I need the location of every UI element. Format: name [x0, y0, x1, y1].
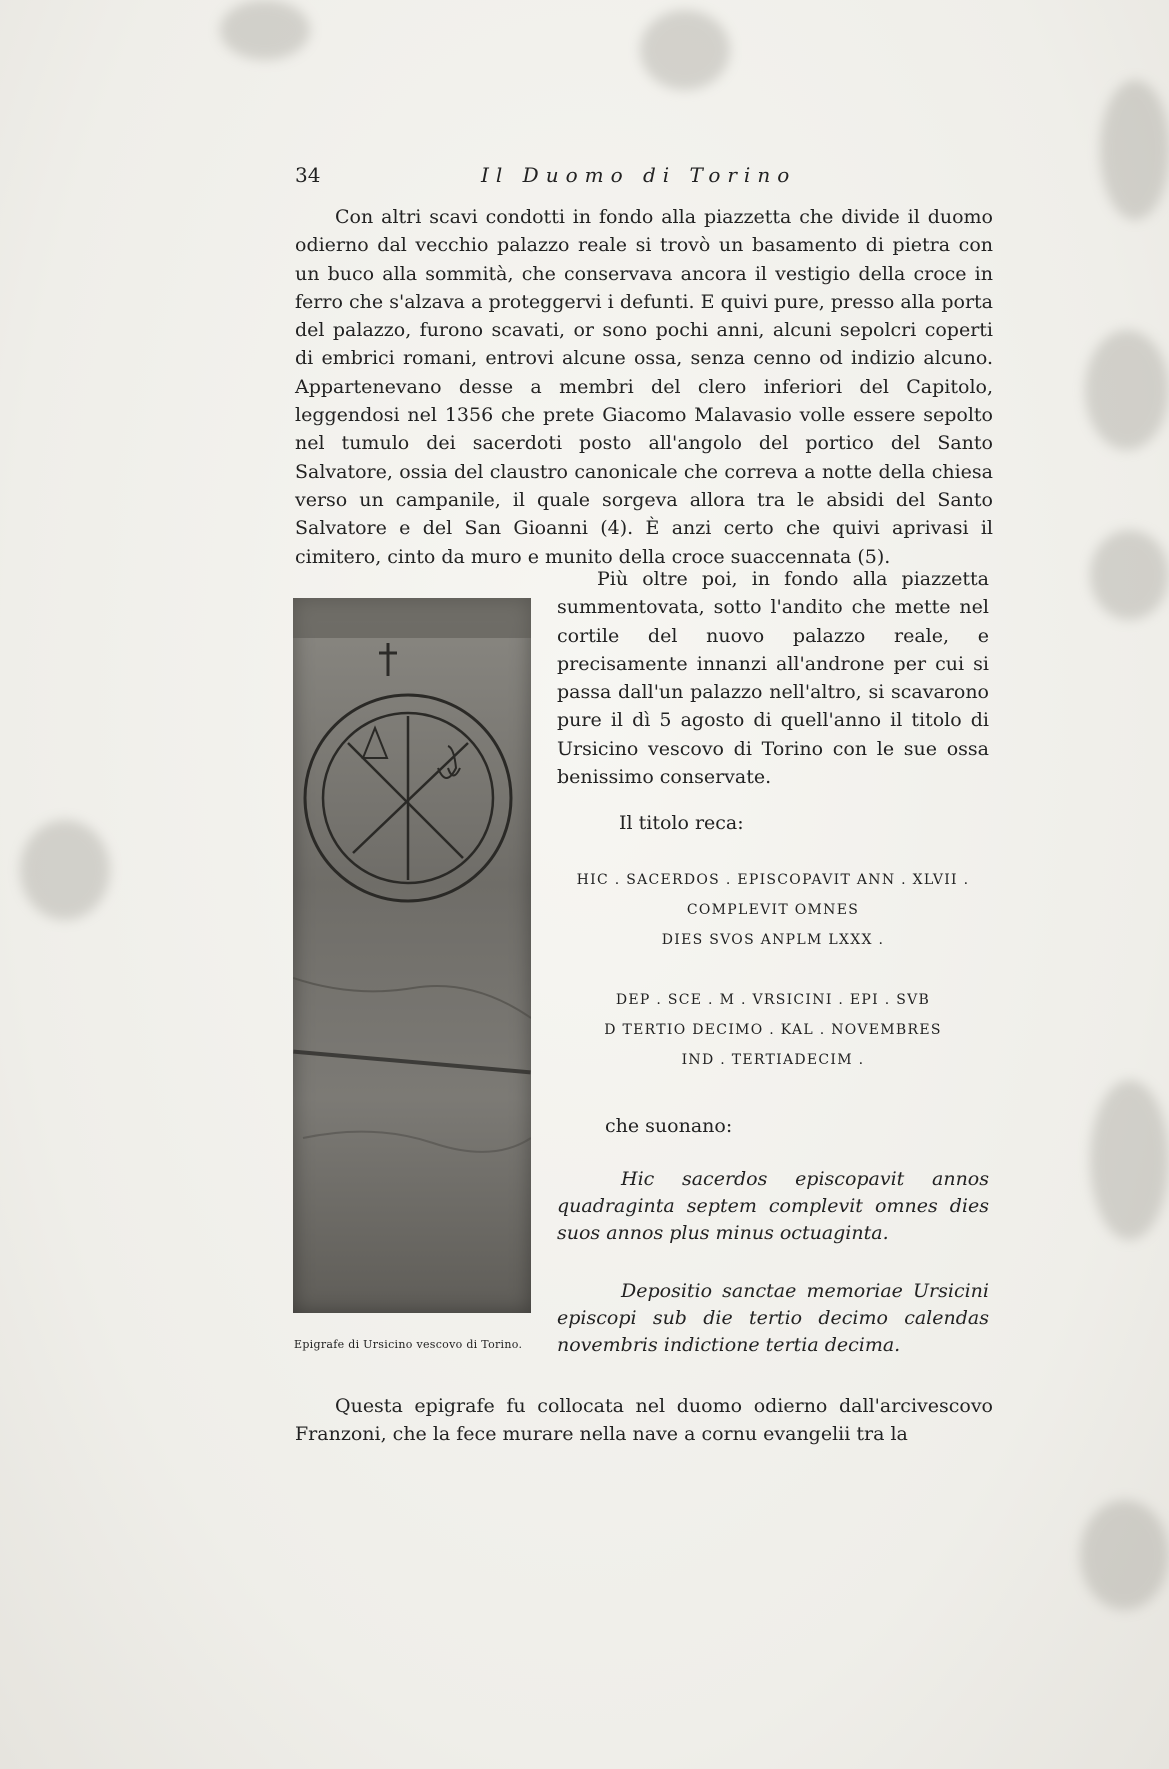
- epigraph-drawing: [293, 598, 531, 1313]
- inscription-line: DIES SVOS ANPLM LXXX .: [661, 932, 885, 948]
- paragraph-1: Con altri scavi condotti in fondo alla piazzetta che divide il duomo odierno dal vecchio palazzo reale si trovò un basamento di pietra con un buco alla sommità, che conservava ancora il vestigio della croce in ferro che s'alzava a proteggervi i defunti. E quivi pure, presso alla porta del palazzo, furono scavati, or sono pochi anni, alcuni sepolcri coperti di embrici romani, entrovi alcune ossa, senza cenno od indizio alcuno. Appartenevano desse a membri del clero inferiori del Capitolo, leggendosi nel 1356 che prete Giacomo Malavasio volle essere sepolto nel tumulo dei sacerdoti posto all'angolo del portico del Santo Salvatore, ossia del claustro canonicale che correva a notte della chiesa verso un campanile, il quale sorgeva allora tra le absidi del Santo Salvatore e del San Gioanni (4). È anzi certo che quivi aprivasi il cimitero, cinto da muro e munito della croce suaccennata (5).: [295, 206, 993, 568]
- inscription-line: COMPLEVIT OMNES: [686, 902, 860, 918]
- inscription-line: D TERTIO DECIMO . KAL . NOVEMBRES: [604, 1022, 942, 1038]
- inscription-part-1: [557, 865, 989, 955]
- translation-2: Depositio sanctae memoriae Ursicini episcopi sub die tertio decimo calendas novembris indictione tertia decima.: [557, 1280, 989, 1356]
- page-number: 34: [295, 163, 321, 187]
- inscription-line: DEP . SCE . M . VRSICINI . EPI . SVB: [615, 992, 931, 1008]
- translation-1: Hic sacerdos episcopavit annos quadraginta septem complevit omnes dies suos annos plus minus octuaginta.: [557, 1168, 989, 1244]
- running-title: Il Duomo di Torino: [481, 163, 797, 187]
- epigraph-photo: [293, 598, 531, 1313]
- inscription-part-2: [557, 985, 989, 1075]
- title-intro: Il titolo reca:: [619, 812, 744, 834]
- translation-intro: che suonano:: [605, 1115, 733, 1137]
- inscription-line: IND . TERTIADECIM .: [681, 1052, 865, 1068]
- figure-caption: Epigrafe di Ursicino vescovo di Torino.: [294, 1338, 523, 1351]
- running-header: [295, 163, 1025, 193]
- paragraph-3: Questa epigrafe fu collocata nel duomo odierno dall'arcivescovo Franzoni, che la fece murare nella nave a cornu evangelii tra la: [295, 1395, 993, 1446]
- inscription-line: HIC . SACERDOS . EPISCOPAVIT ANN . XLVII .: [576, 872, 970, 888]
- paragraph-2: Più oltre poi, in fondo alla piazzetta summentovata, sotto l'andito che mette nel cortile del nuovo palazzo reale, e precisamente innanzi all'androne per cui si passa dall'un palazzo nell'altro, si scavarono pure il dì 5 agosto di quell'anno il titolo di Ursicino vescovo di Torino con le sue ossa benissimo conservate.: [557, 568, 989, 789]
